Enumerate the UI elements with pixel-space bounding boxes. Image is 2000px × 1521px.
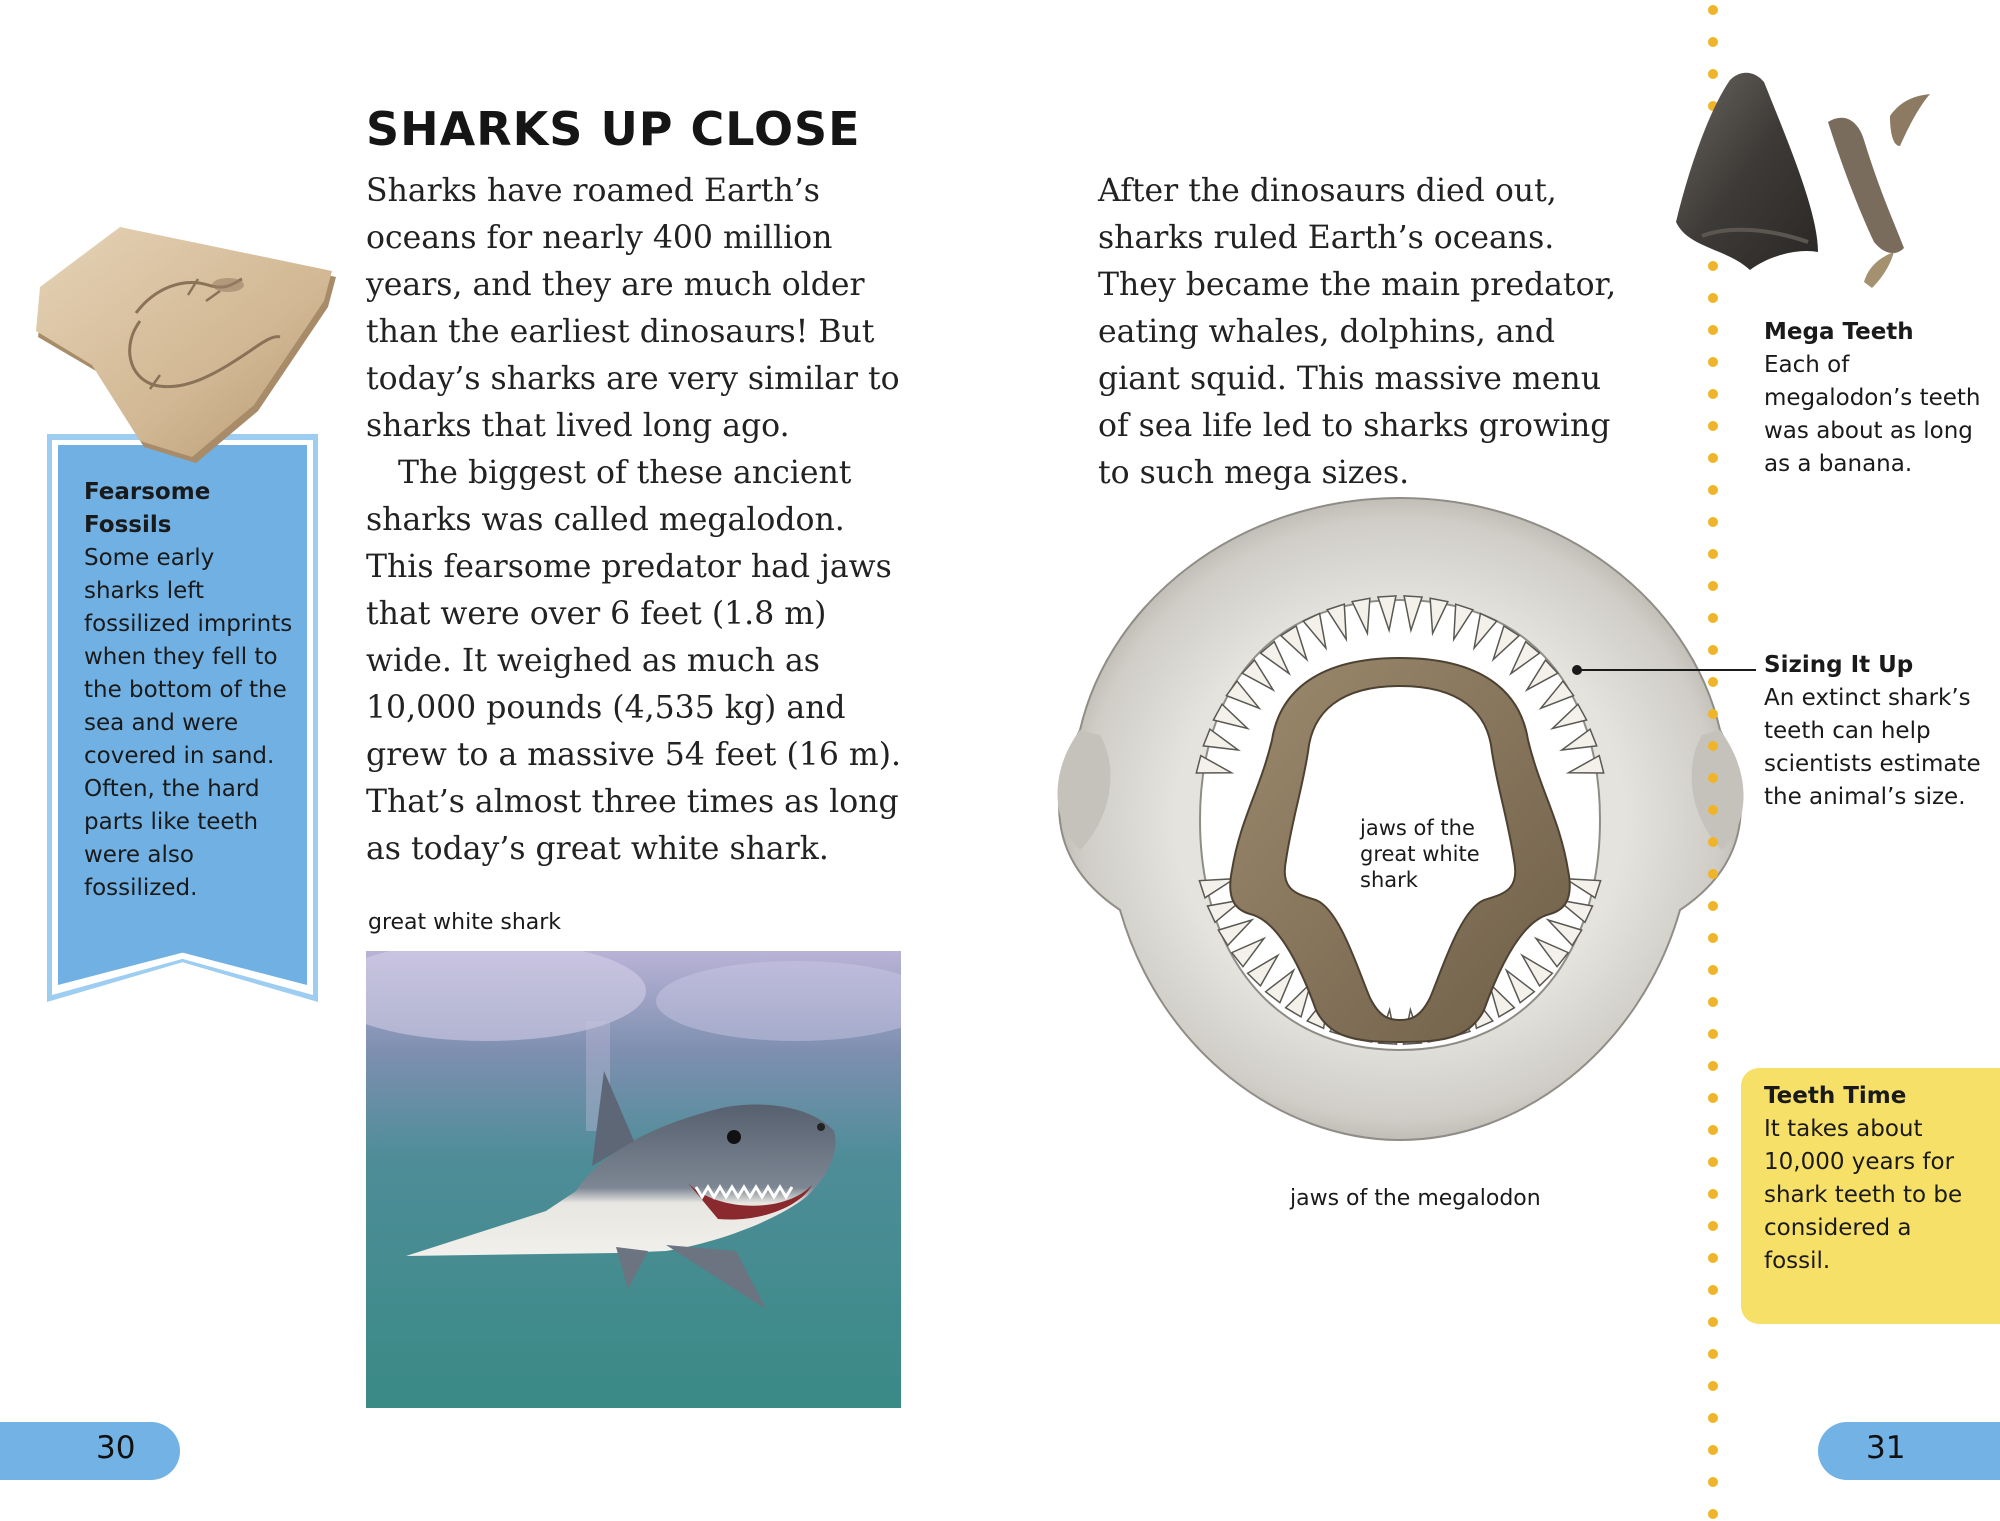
divider-dot	[1708, 1189, 1718, 1199]
divider-dot	[1708, 549, 1718, 559]
divider-dot	[1708, 773, 1718, 783]
fearsome-fossils-heading: Fearsome Fossils	[84, 479, 211, 538]
divider-dot	[1708, 1349, 1718, 1359]
body-paragraph-1: Sharks have roamed Earth’s oceans for nearly 400 million years, and they are much older than the earliest dinosaurs! But today’s sharks are very similar to sharks that lived long ago.	[366, 173, 900, 444]
jaw-tooth	[1199, 879, 1234, 898]
divider-dot	[1708, 325, 1718, 335]
great-white-shark-photo	[366, 951, 901, 1408]
divider-dot	[1708, 1029, 1718, 1039]
jaw-tooth	[1248, 955, 1278, 986]
mega-teeth-heading: Mega Teeth	[1764, 319, 1914, 345]
divider-dot	[1708, 1253, 1718, 1263]
teeth-time-note	[1764, 1080, 1984, 1278]
jaw-tooth	[1196, 756, 1231, 773]
callout-leader-dot	[1572, 665, 1582, 675]
divider-dot	[1708, 645, 1718, 655]
divider-dot	[1708, 1093, 1718, 1103]
jaw-tooth	[1327, 604, 1346, 639]
divider-dot	[1708, 1317, 1718, 1327]
divider-dot	[1708, 837, 1718, 847]
teeth-time-body: It takes about 10,000 years for shark teeth to be considered a fossil.	[1764, 1116, 1963, 1274]
great-white-jaws-label: jaws of the great white shark	[1360, 816, 1480, 892]
fossil-teeth-image	[1668, 52, 1938, 302]
jaw-tooth	[1454, 604, 1473, 639]
divider-dot	[1708, 453, 1718, 463]
divider-dot	[1708, 613, 1718, 623]
body-paragraph-2: The biggest of these ancient sharks was called megalodon. This fearsome predator had jaws that were over 6 feet (1.8 m) wide. It weighed as much as 10,000 pounds (4,535 kg) and grew to a massive 54 feet (16 m). That’s almost three times as long as today’s great white shark.	[366, 455, 902, 867]
page-number-pill-right	[1818, 1422, 2000, 1480]
divider-dot	[1708, 37, 1718, 47]
jaw-tooth	[1506, 970, 1534, 1002]
page-number-pill-left	[0, 1422, 180, 1480]
mega-teeth-body: Each of megalodon’s teeth was about as long as a banana.	[1764, 352, 1981, 477]
page-number-right: 31	[1866, 1430, 1906, 1466]
jaw-tooth	[1430, 598, 1448, 633]
mega-teeth-note	[1764, 316, 1984, 481]
divider-dot	[1708, 997, 1718, 1007]
divider-dot	[1708, 805, 1718, 815]
divider-dot	[1708, 357, 1718, 367]
divider-dot	[1708, 389, 1718, 399]
divider-dot	[1708, 741, 1718, 751]
divider-dot	[1708, 709, 1718, 719]
divider-dot	[1708, 1445, 1718, 1455]
sizing-it-up-heading: Sizing It Up	[1764, 652, 1914, 678]
jaw-tooth	[1562, 729, 1597, 750]
jaw-tooth	[1203, 729, 1238, 750]
divider-dot	[1708, 677, 1718, 687]
divider-dot	[1708, 517, 1718, 527]
fearsome-fossils-body: Some early sharks left fossilized imprints when they fell to the bottom of the sea and were covered in sand. Often, the hard parts like teeth were also fossilized.	[84, 545, 293, 901]
callout-leader-line	[1576, 669, 1756, 671]
fearsome-fossils-note	[84, 476, 296, 905]
divider-dot	[1708, 933, 1718, 943]
sizing-it-up-body: An extinct shark’s teeth can help scientists estimate the animal’s size.	[1764, 685, 1981, 810]
divider-dot	[1708, 485, 1718, 495]
divider-dot	[1708, 581, 1718, 591]
fossil-slab-image	[36, 225, 346, 470]
shark-photo-caption: great white shark	[368, 910, 562, 935]
body-column-left	[366, 168, 906, 873]
jaw-tooth	[1352, 598, 1370, 633]
divider-dot	[1708, 1061, 1718, 1071]
divider-dot	[1708, 1381, 1718, 1391]
jaw-tooth	[1569, 756, 1604, 773]
divider-dot	[1708, 1125, 1718, 1135]
jaw-tooth	[1378, 596, 1396, 630]
divider-dot	[1708, 1157, 1718, 1167]
divider-dot	[1708, 421, 1718, 431]
body-column-right	[1098, 168, 1638, 497]
divider-dot	[1708, 965, 1718, 975]
jaw-tooth	[1404, 596, 1422, 630]
divider-dot	[1708, 5, 1718, 15]
jaw-tooth	[1266, 970, 1294, 1002]
divider-dot	[1708, 869, 1718, 879]
jaw-tooth	[1565, 879, 1600, 898]
megalodon-jaws-caption: jaws of the megalodon	[1290, 1186, 1541, 1211]
sizing-it-up-note	[1764, 649, 1984, 814]
teeth-time-heading: Teeth Time	[1764, 1083, 1907, 1109]
divider-dot	[1708, 1477, 1718, 1487]
divider-dot	[1708, 1413, 1718, 1423]
divider-dot	[1708, 1509, 1718, 1519]
body-paragraph-3: After the dinosaurs died out, sharks ruled Earth’s oceans. They became the main predator, eating whales, dolphins, and giant squid. This massive menu of sea life led to sharks growing to such mega sizes.	[1098, 173, 1617, 491]
divider-dot	[1708, 901, 1718, 911]
divider-dot	[1708, 1221, 1718, 1231]
jaw-tooth	[1522, 955, 1552, 986]
page-number-left: 30	[96, 1430, 136, 1466]
divider-dot	[1708, 1285, 1718, 1295]
page-title: SHARKS UP CLOSE	[366, 102, 861, 156]
